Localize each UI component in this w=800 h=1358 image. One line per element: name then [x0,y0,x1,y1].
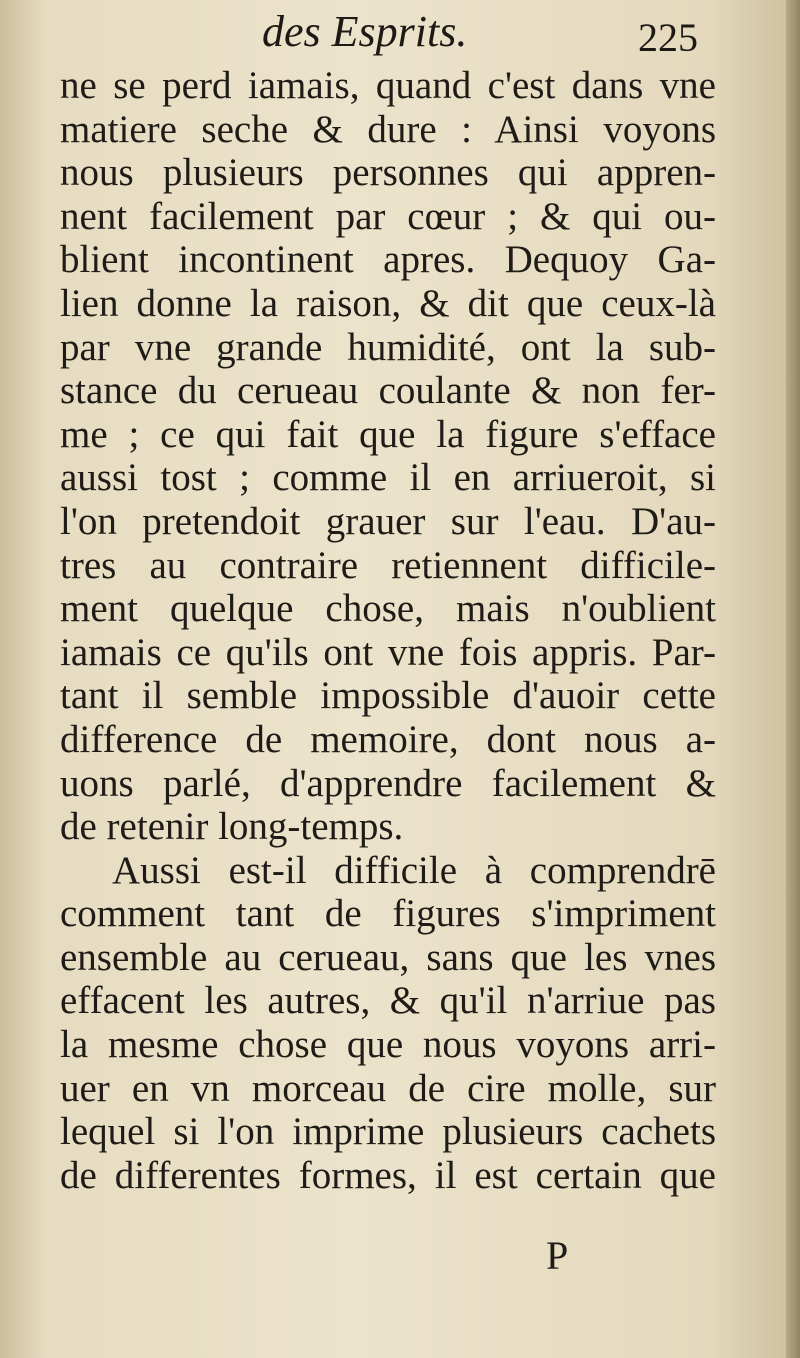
text-line: me ; ce qui fait que la figure s'efface [60,412,716,456]
text-line: de retenir long-temps. [60,805,404,849]
catchword: P [546,1233,569,1278]
page-edge [786,0,800,1358]
text-line: stance du cerueau coulante & non fer- [60,369,716,413]
text-line: ensemble au cerueau, sans que les vnes [60,935,716,979]
text-line: aussi tost ; comme il en arriueroit, si [60,456,716,500]
page-header [0,6,786,66]
running-title: des Esprits. [262,7,468,56]
text-line: lequel si l'on imprime plusieurs cachets [60,1110,716,1154]
text-line: uer en vn morceau de cire molle, sur [60,1066,716,1110]
text-line: comment tant de figures s'impriment [60,892,716,936]
text-line: la mesme chose que nous voyons arri- [60,1023,716,1067]
text-line: matiere seche & dure : Ainsi voyons [60,107,716,151]
page-number: 225 [638,15,698,60]
text-line: Aussi est-il difficile à comprendrē [112,848,716,892]
text-line: effacent les autres, & qu'il n'arriue pas [60,979,716,1023]
body-text [60,64,716,1197]
text-line: iamais ce qu'ils ont vne fois appris. Par- [60,630,716,674]
text-line: ment quelque chose, mais n'oublient [60,587,716,631]
text-line: ne se perd iamais, quand c'est dans vne [60,64,716,107]
text-line: blient incontinent apres. Dequoy Ga- [60,238,716,282]
text-line: tant il semble impossible d'auoir cette [60,674,716,718]
text-line: nent facilement par cœur ; & qui ou- [60,194,716,238]
text-line: de differentes formes, il est certain que [60,1153,716,1197]
text-line: nous plusieurs personnes qui appren- [60,151,716,195]
text-line: uons parlé, d'apprendre facilement & [60,761,716,805]
text-line: l'on pretendoit grauer sur l'eau. D'au- [60,499,716,543]
text-line: par vne grande humidité, ont la sub- [60,325,716,369]
text-line: lien donne la raison, & dit que ceux-là [60,281,716,325]
text-line: difference de memoire, dont nous a- [60,717,716,761]
text-line: tres au contraire retiennent difficile- [60,543,716,587]
